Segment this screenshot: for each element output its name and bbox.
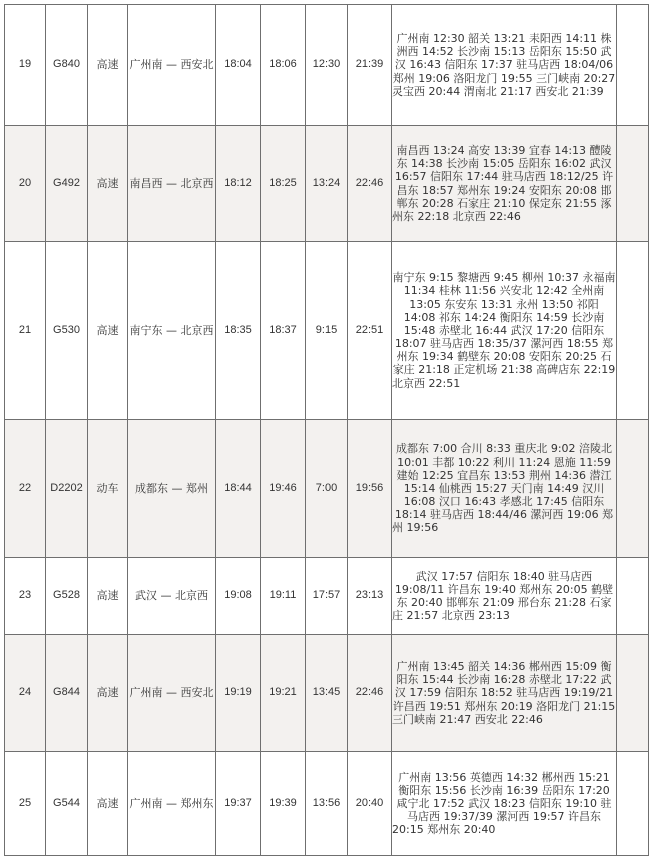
terminal-arrival-time: 22:51 [348, 242, 392, 420]
arrival-time: 18:04 [216, 5, 261, 126]
terminal-arrival-time: 20:40 [348, 752, 392, 856]
train-number: G528 [46, 558, 88, 635]
departure-time: 18:25 [261, 126, 306, 242]
table-row [5, 242, 649, 420]
train-type: 高速 [88, 752, 128, 856]
row-number: 24 [5, 635, 46, 752]
origin-departure-time: 13:56 [306, 752, 348, 856]
departure-time: 19:46 [261, 420, 306, 558]
arrival-time: 18:35 [216, 242, 261, 420]
train-type: 高速 [88, 5, 128, 126]
row-number: 19 [5, 5, 46, 126]
train-route: 武汉 — 北京西 [128, 558, 216, 635]
terminal-arrival-time: 21:39 [348, 5, 392, 126]
table-row [5, 752, 649, 856]
arrival-time: 18:44 [216, 420, 261, 558]
departure-time: 19:39 [261, 752, 306, 856]
terminal-arrival-time: 19:56 [348, 420, 392, 558]
blank-cell [617, 5, 649, 126]
table-row [5, 126, 649, 242]
train-route: 南昌西 — 北京西 [128, 126, 216, 242]
stop-list: 成都东 7:00 合川 8:33 重庆北 9:02 涪陵北 10:01 丰都 10:22 利川 11:24 恩施 11:59 建始 12:25 宜昌东 13:53 荆州 14:36 潜江 15:14 仙桃西 15:27 天门南 14:49 汉川 16:08 汉口 16:43 孝感北 17:45 信阳东 18:14 驻马店西 18:44/46 漯河西 19:06 郑州 19:56 [392, 420, 617, 558]
origin-departure-time: 13:24 [306, 126, 348, 242]
train-route: 广州南 — 西安北 [128, 635, 216, 752]
train-route: 南宁东 — 北京西 [128, 242, 216, 420]
row-number: 23 [5, 558, 46, 635]
terminal-arrival-time: 22:46 [348, 126, 392, 242]
stop-list: 广州南 13:56 英德西 14:32 郴州西 15:21 衡阳东 15:56 长沙南 16:39 岳阳东 17:20 咸宁北 17:52 武汉 18:23 信阳东 19:10 驻马店西 19:37/39 漯河西 19:57 许昌东 20:15 郑州东 20:40 [392, 752, 617, 856]
blank-cell [617, 752, 649, 856]
arrival-time: 19:19 [216, 635, 261, 752]
origin-departure-time: 13:45 [306, 635, 348, 752]
table-row [5, 420, 649, 558]
train-number: G840 [46, 5, 88, 126]
row-number: 22 [5, 420, 46, 558]
train-type: 高速 [88, 635, 128, 752]
blank-cell [617, 126, 649, 242]
train-number: G492 [46, 126, 88, 242]
train-number: G544 [46, 752, 88, 856]
train-number: G530 [46, 242, 88, 420]
origin-departure-time: 12:30 [306, 5, 348, 126]
train-type: 动车 [88, 420, 128, 558]
train-route: 广州南 — 郑州东 [128, 752, 216, 856]
arrival-time: 18:12 [216, 126, 261, 242]
blank-cell [617, 558, 649, 635]
train-number: D2202 [46, 420, 88, 558]
departure-time: 18:37 [261, 242, 306, 420]
table-row [5, 635, 649, 752]
train-type: 高速 [88, 242, 128, 420]
train-route: 成都东 — 郑州 [128, 420, 216, 558]
blank-cell [617, 635, 649, 752]
row-number: 21 [5, 242, 46, 420]
arrival-time: 19:37 [216, 752, 261, 856]
stop-list: 广州南 13:45 韶关 14:36 郴州西 15:09 衡阳东 15:44 长沙南 16:28 赤壁北 17:22 武汉 17:59 信阳东 18:52 驻马店西 19:19/21 许昌西 19:51 郑州东 20:19 洛阳龙门 21:15 三门峡南 21:47 西安北 22:46 [392, 635, 617, 752]
terminal-arrival-time: 22:46 [348, 635, 392, 752]
departure-time: 19:21 [261, 635, 306, 752]
train-type: 高速 [88, 126, 128, 242]
stop-list: 武汉 17:57 信阳东 18:40 驻马店西 19:08/11 许昌东 19:40 郑州东 20:05 鹤壁东 20:40 邯郸东 21:09 邢台东 21:28 石家庄 21:57 北京西 23:13 [392, 558, 617, 635]
stop-list: 广州南 12:30 韶关 13:21 耒阳西 14:11 株洲西 14:52 长沙南 15:13 岳阳东 15:50 武汉 16:43 信阳东 17:37 驻马店西 18:04/06 郑州 19:06 洛阳龙门 19:55 三门峡南 20:27 灵宝西 20:44 渭南北 21:17 西安北 21:39 [392, 5, 617, 126]
stop-list: 南昌西 13:24 高安 13:39 宜春 14:13 醴陵东 14:38 长沙南 15:05 岳阳东 16:02 武汉 16:57 信阳东 17:44 驻马店西 18:12/25 许昌东 18:57 郑州东 19:24 安阳东 20:08 邯郸东 20:28 石家庄 21:10 保定东 21:55 涿州东 22:18 北京西 22:46 [392, 126, 617, 242]
table-row [5, 5, 649, 126]
departure-time: 19:11 [261, 558, 306, 635]
origin-departure-time: 17:57 [306, 558, 348, 635]
train-number: G844 [46, 635, 88, 752]
train-route: 广州南 — 西安北 [128, 5, 216, 126]
origin-departure-time: 7:00 [306, 420, 348, 558]
blank-cell [617, 420, 649, 558]
blank-cell [617, 242, 649, 420]
train-type: 高速 [88, 558, 128, 635]
terminal-arrival-time: 23:13 [348, 558, 392, 635]
departure-time: 18:06 [261, 5, 306, 126]
table-row [5, 558, 649, 635]
stop-list: 南宁东 9:15 黎塘西 9:45 柳州 10:37 永福南 11:34 桂林 11:56 兴安北 12:42 全州南 13:05 东安东 13:31 永州 13:50 祁阳 14:08 祁东 14:24 衡阳东 14:59 长沙南 15:48 赤壁北 16:44 武汉 17:20 信阳东 18:07 驻马店西 18:35/37 漯河西 18:55 郑州东 19:34 鹤壁东 20:08 安阳东 20:25 石家庄 21:18 正定机场 21:38 高碑店东 22:19 北京西 22:51 [392, 242, 617, 420]
row-number: 20 [5, 126, 46, 242]
arrival-time: 19:08 [216, 558, 261, 635]
train-timetable [4, 4, 649, 856]
origin-departure-time: 9:15 [306, 242, 348, 420]
row-number: 25 [5, 752, 46, 856]
